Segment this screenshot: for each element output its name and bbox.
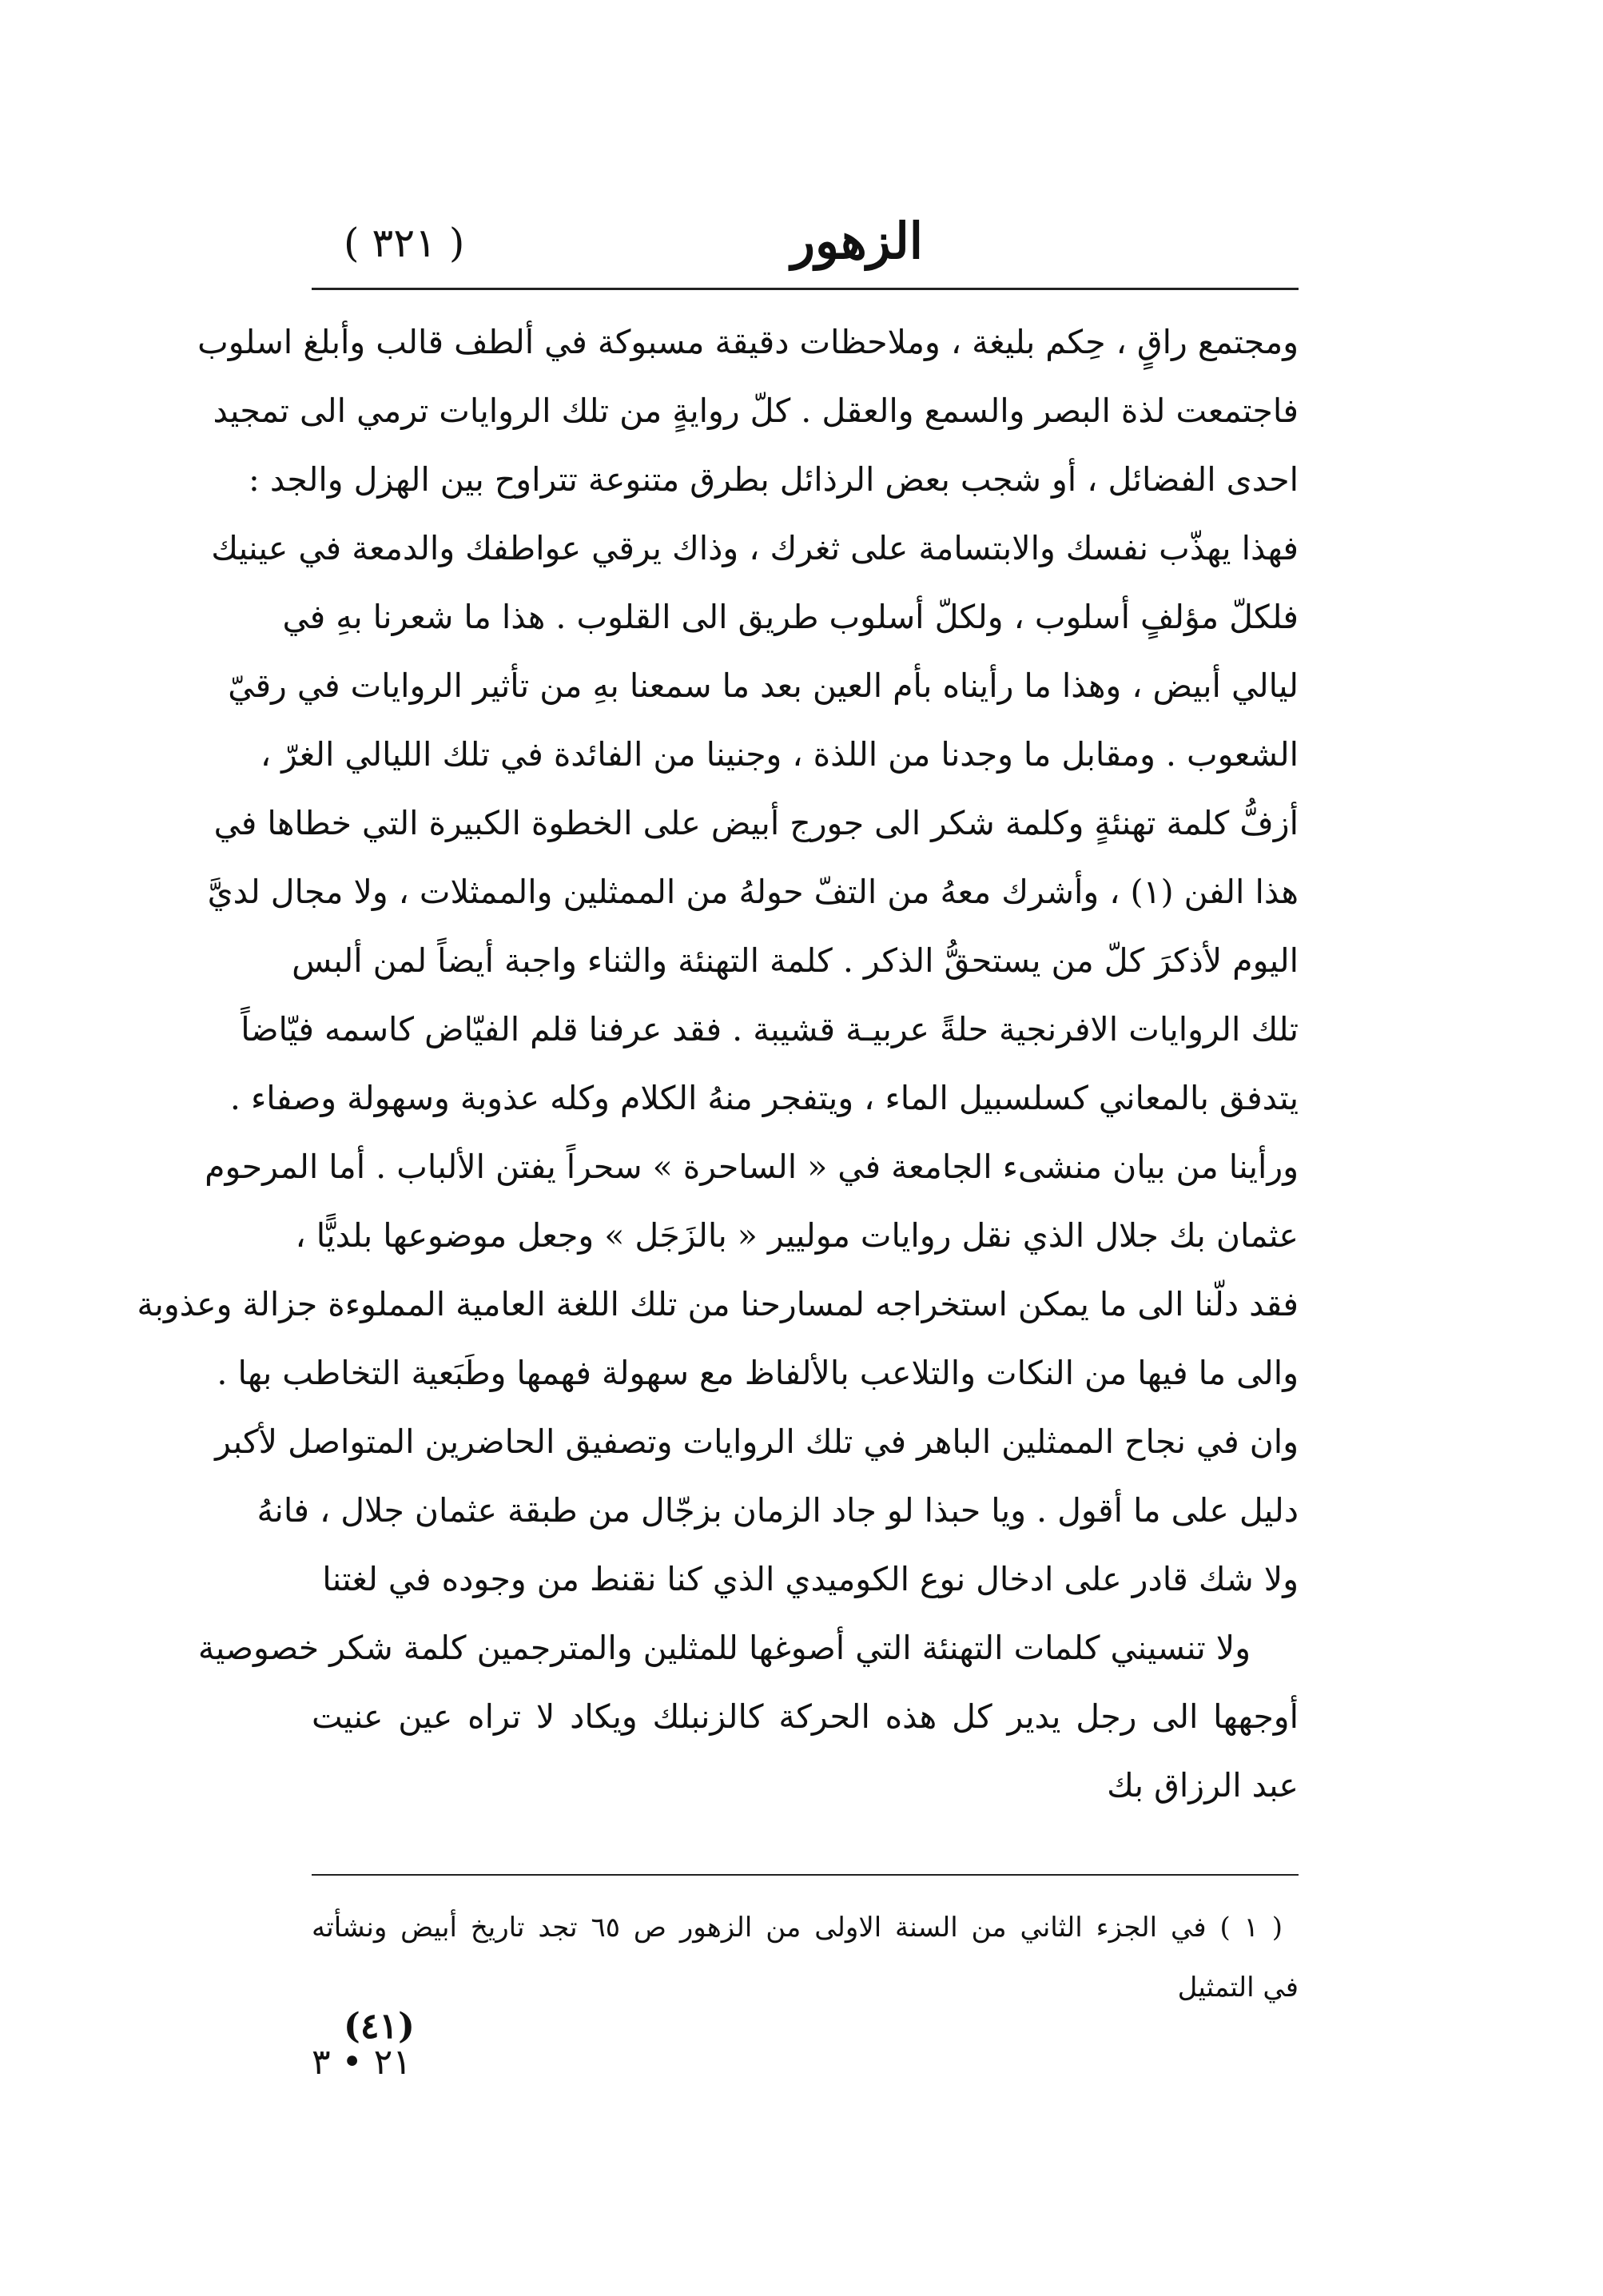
header-divider xyxy=(312,288,1299,290)
text-line: يتدفق بالمعاني كسلسبيل الماء ، ويتفجر منهُ الكلام وكله عذوبة وسهولة وصفاء . xyxy=(229,1079,1299,1117)
text-line: فلكلّ مؤلفٍ أسلوب ، ولكلّ أسلوب طريق الى القلوب . هذا ما شعرنا بهِ في xyxy=(282,598,1299,636)
text-line: هذا الفن (١) ، وأشرك معهُ من التفّ حولهُ من الممثلين والممثلات ، ولا مجال لديَّ xyxy=(207,873,1299,911)
text-line: الشعوب . ومقابل ما وجدنا من اللذة ، وجنينا من الفائدة في تلك الليالي الغرّ ، xyxy=(260,735,1299,774)
footnote-divider xyxy=(312,1874,1299,1876)
footnote xyxy=(312,1898,1299,2018)
text-line: ورأينا من بيان منشىء الجامعة في « الساحرة » سحراً يفتن الألباب . أما المرحوم xyxy=(205,1148,1299,1186)
text-line: أوجهها الى رجل يدير كل هذه الحركة كالزنبلك ويكاد لا تراه عين عنيت xyxy=(312,1697,1299,1736)
text-line: تلك الروايات الافرنجية حلةً عربيـة قشيبة . فقد عرفنا قلم الفيّاض كاسمه فيّاضاً xyxy=(241,1010,1299,1049)
running-head xyxy=(312,204,1299,292)
text-line: فقد دلّنا الى ما يمكن استخراجه لمسارحنا من تلك اللغة العامية المملوءة جزالة وعذوبة xyxy=(137,1285,1299,1323)
text-line: فاجتمعت لذة البصر والسمع والعقل . كلّ روايةٍ من تلك الروايات ترمي الى تمجيد xyxy=(213,392,1299,430)
sheet-mark: (٤١) xyxy=(344,2006,415,2047)
page-number: ( ٣٢١ ) xyxy=(344,220,465,266)
text-line: ومجتمع راقٍ ، حِكم بليغة ، وملاحظات دقيقة مسبوكة في ألطف قالب وأبلغ اسلوب xyxy=(197,323,1299,361)
text-line: أزفُّ كلمة تهنئةٍ وكلمة شكر الى جورج أبيض على الخطوة الكبيرة التي خطاها في xyxy=(213,804,1299,842)
text-line: ليالي أبيض ، وهذا ما رأيناه بأم العين بعد ما سمعنا بهِ من تأثير الروايات في رقيّ xyxy=(228,667,1299,705)
text-line: اليوم لأذكرَ كلّ من يستحقُّ الذكر . كلمة التهنئة والثناء واجبة أيضاً لمن ألبس xyxy=(292,941,1299,980)
text-line: والى ما فيها من النكات والتلاعب بالألفاظ مع سهولة فهمها وطَبَعية التخاطب بها . xyxy=(217,1354,1299,1392)
text-line: احدى الفضائل ، أو شجب بعض الرذائل بطرق متنوعة تتراوح بين الهزل والجد : xyxy=(249,460,1299,499)
text-line: دليل على ما أقول . ويا حبذا لو جاد الزمان بزجّال من طبقة عثمان جلال ، فانهُ xyxy=(257,1491,1299,1530)
article-body xyxy=(137,308,1299,1820)
text-line: ولا تنسيني كلمات التهنئة التي أصوغها للمثلين والمترجمين كلمة شكر خصوصية xyxy=(197,1629,1251,1667)
footnote-line: في التمثيل xyxy=(1177,1972,1299,2004)
footnote-line: ( ١ ) في الجزء الثاني من السنة الاولى من الزهور ص ٦٥ تجد تاريخ أبيض ونشأته xyxy=(312,1912,1283,1944)
text-line: وان في نجاح الممثلين الباهر في تلك الروايات وتصفيق الحاضرين المتواصل لأكبر xyxy=(215,1423,1299,1461)
text-line: عبد الرزاق بك xyxy=(1107,1766,1299,1805)
text-line: عثمان بك جلال الذي نقل روايات موليير « بالزَجَل » وجعل موضوعها بلديًّا ، xyxy=(295,1216,1299,1255)
signature-mark: ٢١ • ٣ xyxy=(312,2042,412,2083)
journal-title: الزهور xyxy=(791,212,923,270)
text-line: فهذا يهذّب نفسك والابتسامة على ثغرك ، وذاك يرقي عواطفك والدمعة في عينيك xyxy=(211,529,1299,567)
text-line: ولا شك قادر على ادخال نوع الكوميدي الذي كنا نقنط من وجوده في لغتنا xyxy=(322,1560,1299,1598)
